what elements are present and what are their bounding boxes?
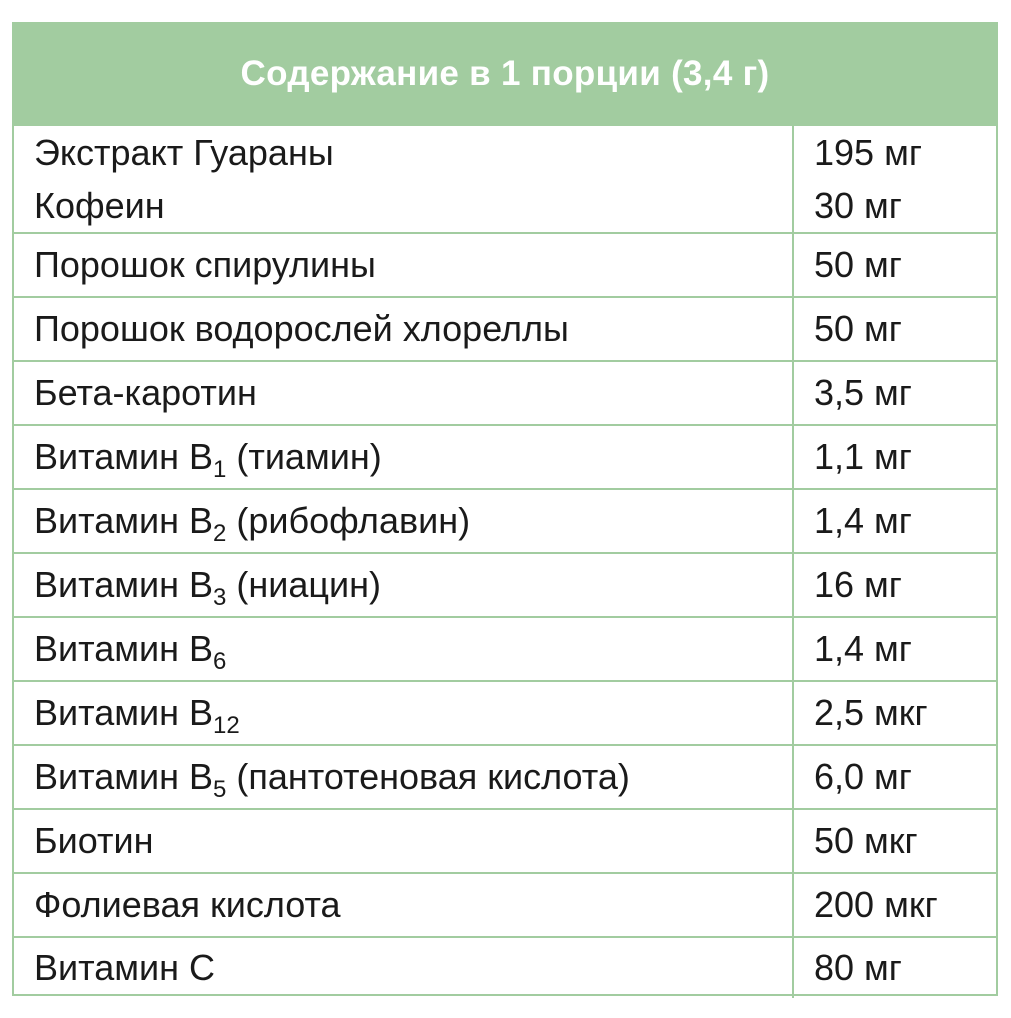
- table-title: Содержание в 1 порции (3,4 г): [14, 24, 996, 126]
- subscript: 5: [212, 776, 227, 803]
- amount-value: 1,4 мг: [814, 628, 912, 669]
- table-row: [14, 234, 996, 298]
- ingredient-name: Порошок водорослей хлореллы: [14, 298, 794, 360]
- subscript: 2: [212, 520, 227, 547]
- amount-value: 30 мг: [814, 184, 902, 226]
- ingredient-cell: [14, 746, 794, 808]
- amount-value: 50 мкг: [814, 820, 918, 861]
- ingredient-name: Витамин B: [34, 436, 213, 477]
- ingredient-name: Витамин B: [34, 564, 213, 605]
- ingredient-cell: [14, 426, 794, 488]
- amount-value: 50 мг: [814, 244, 902, 285]
- table-row: [14, 618, 996, 682]
- ingredient-name-suffix: (пантотеновая кислота): [226, 756, 630, 797]
- nutrition-table: [12, 22, 998, 996]
- ingredient-name: Экстракт Гуараны: [34, 131, 334, 173]
- ingredient-name: Бета-каротин: [14, 362, 794, 424]
- table-row: [14, 810, 996, 874]
- ingredient-name: Порошок спирулины: [14, 234, 794, 296]
- ingredient-name: Витамин B: [34, 692, 213, 733]
- ingredient-name-suffix: (тиамин): [226, 436, 382, 477]
- amount-value: 2,5 мкг: [814, 692, 928, 733]
- amount-value: 3,5 мг: [814, 372, 912, 413]
- table-row: [14, 298, 996, 362]
- table-row: [14, 874, 996, 938]
- ingredient-cell: [14, 490, 794, 552]
- ingredient-name: Витамин B: [34, 628, 213, 669]
- table-row: [14, 682, 996, 746]
- table-row: [14, 554, 996, 618]
- ingredient-name: Фолиевая кислота: [14, 874, 794, 936]
- subscript: 1: [212, 456, 227, 483]
- amount-value: 1,4 мг: [814, 500, 912, 541]
- table-row: [14, 746, 996, 810]
- amount-value: 6,0 мг: [814, 756, 912, 797]
- ingredient-cell: [14, 126, 794, 232]
- table-row: [14, 426, 996, 490]
- amount-value: 195 мг: [814, 131, 922, 173]
- ingredient-name: Биотин: [14, 810, 794, 872]
- ingredient-name-suffix: (рибофлавин): [226, 500, 471, 541]
- table-row: [14, 938, 996, 998]
- ingredient-cell: [14, 618, 794, 680]
- amount-value: 1,1 мг: [814, 436, 912, 477]
- subscript: 3: [212, 584, 227, 611]
- amount-value: 80 мг: [814, 947, 902, 988]
- amount-value: 50 мг: [814, 308, 902, 349]
- table-row: [14, 126, 996, 234]
- amount-value: 200 мкг: [814, 884, 938, 925]
- amount-value: 16 мг: [814, 564, 902, 605]
- subscript: 12: [212, 712, 240, 739]
- amount-cell: [794, 126, 996, 232]
- ingredient-name-suffix: (ниацин): [226, 564, 381, 605]
- table-row: [14, 362, 996, 426]
- ingredient-cell: [14, 682, 794, 744]
- subscript: 6: [212, 648, 227, 675]
- ingredient-name: Кофеин: [34, 184, 165, 226]
- ingredient-name: Витамин С: [14, 938, 794, 998]
- table-row: [14, 490, 996, 554]
- ingredient-cell: [14, 554, 794, 616]
- ingredient-name: Витамин B: [34, 756, 213, 797]
- ingredient-name: Витамин B: [34, 500, 213, 541]
